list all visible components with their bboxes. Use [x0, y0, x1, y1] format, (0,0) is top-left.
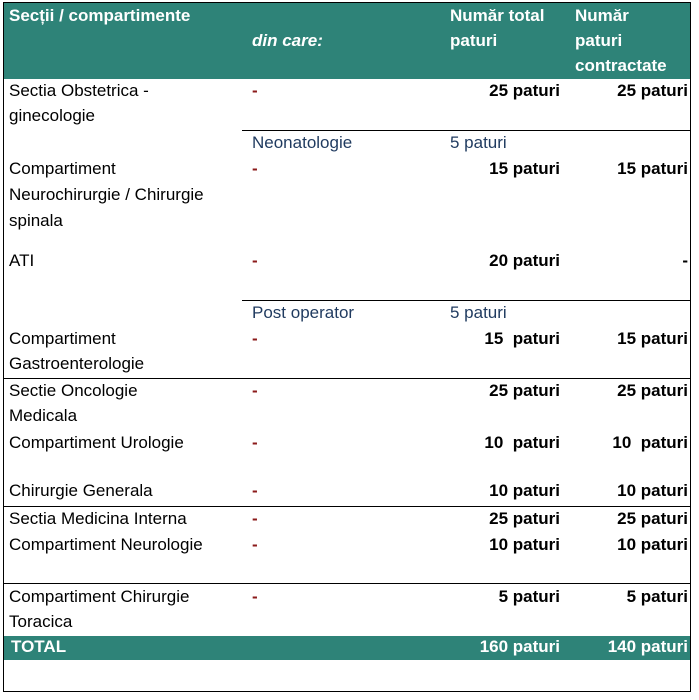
- header-col-total-line1: Număr total: [450, 6, 545, 25]
- section-name: Compartiment: [9, 159, 116, 178]
- total-beds: 10 paturi: [489, 535, 560, 554]
- of-which-dash: -: [252, 81, 258, 100]
- of-which-dash: -: [252, 433, 258, 452]
- header-col-contracted-line1: Număr: [575, 6, 629, 25]
- header-col-contracted-line2: paturi: [575, 31, 623, 50]
- of-which-dash: -: [252, 251, 258, 270]
- contracted-beds: 25 paturi: [617, 81, 688, 100]
- total-beds: 25 paturi: [489, 381, 560, 400]
- contracted-beds: 10 paturi: [617, 535, 688, 554]
- of-which-dash: -: [252, 159, 258, 178]
- section-name: ATI: [9, 251, 35, 270]
- section-name: Medicala: [9, 406, 78, 425]
- subsection-beds: 5 paturi: [450, 133, 507, 152]
- section-name: Chirurgie Generala: [9, 481, 153, 500]
- section-name: Toracica: [9, 612, 73, 631]
- total-beds-sum: 160 paturi: [479, 637, 560, 656]
- total-beds: 5 paturi: [498, 587, 560, 606]
- total-row: [4, 636, 690, 660]
- contracted-beds: -: [682, 251, 688, 270]
- contracted-beds: 5 paturi: [626, 587, 688, 606]
- contracted-beds: 15 paturi: [617, 329, 688, 348]
- header-col-of-which: din care:: [252, 31, 323, 50]
- header-col-total-line2: paturi: [450, 31, 498, 50]
- section-name: ginecologie: [9, 106, 96, 125]
- of-which-dash: -: [252, 535, 258, 554]
- contracted-beds: 25 paturi: [617, 509, 688, 528]
- subsection-name: Post operator: [252, 303, 355, 322]
- section-name: Sectia Obstetrica -: [9, 81, 149, 100]
- header-col-sections: Secții / compartimente: [9, 6, 191, 25]
- subsection-beds: 5 paturi: [450, 303, 507, 322]
- of-which-dash: -: [252, 329, 258, 348]
- total-label: TOTAL: [11, 637, 67, 656]
- total-beds: 20 paturi: [489, 251, 560, 270]
- total-contracted-sum: 140 paturi: [607, 637, 688, 656]
- of-which-dash: -: [252, 509, 258, 528]
- total-beds: 15 paturi: [489, 159, 560, 178]
- section-name: Neurochirurgie / Chirurgie: [9, 185, 204, 204]
- contracted-beds: 10 paturi: [612, 433, 688, 452]
- of-which-dash: -: [252, 587, 258, 606]
- total-beds: 10 paturi: [489, 481, 560, 500]
- contracted-beds: 10 paturi: [617, 481, 688, 500]
- section-name: Gastroenterologie: [9, 354, 145, 373]
- total-beds: 15 paturi: [484, 329, 560, 348]
- contracted-beds: 25 paturi: [617, 381, 688, 400]
- total-beds: 25 paturi: [489, 509, 560, 528]
- section-name: Compartiment: [9, 329, 116, 348]
- section-name: Sectie Oncologie: [9, 381, 138, 400]
- of-which-dash: -: [252, 381, 258, 400]
- subsection-name: Neonatologie: [252, 133, 353, 152]
- section-name: Sectia Medicina Interna: [9, 509, 187, 528]
- total-beds: 25 paturi: [489, 81, 560, 100]
- section-name: spinala: [9, 211, 63, 230]
- section-name: Compartiment Chirurgie: [9, 587, 190, 606]
- total-beds: 10 paturi: [484, 433, 560, 452]
- of-which-dash: -: [252, 481, 258, 500]
- header-col-contracted-line3: contractate: [575, 56, 667, 75]
- contracted-beds: 15 paturi: [617, 159, 688, 178]
- section-name: Compartiment Urologie: [9, 433, 184, 452]
- section-name: Compartiment Neurologie: [9, 535, 203, 554]
